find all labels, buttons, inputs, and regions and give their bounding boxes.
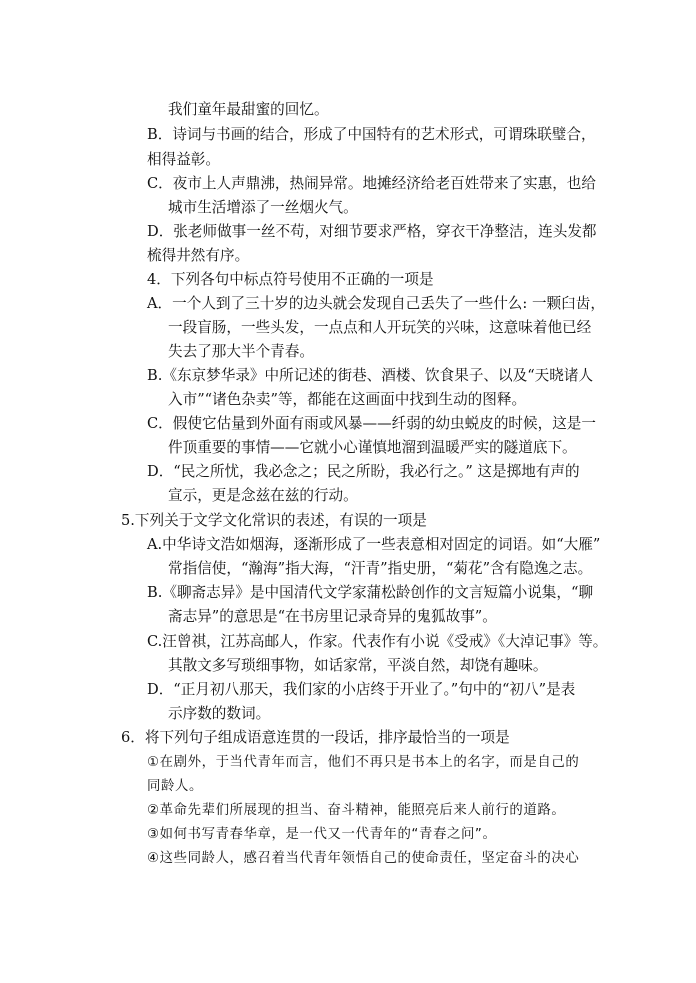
q3-option-c-continuation: 城市生活增添了一丝烟火气。: [168, 199, 358, 216]
q3-option-c: C．夜市上人声鼎沸，热闹异常。地摊经济给老百姓带来了实惠，也给: [147, 175, 596, 192]
q5-option-d: D．“正月初八那天，我们家的小店终于开业了。”句中的“初八”是表: [147, 681, 576, 698]
q5-stem: 5.下列关于文学文化常识的表述，有误的一项是: [121, 512, 427, 529]
q5-option-d-line2: 示序数的数词。: [168, 705, 271, 722]
q3-option-b: B．诗词与书画的结合，形成了中国特有的艺术形式，可谓珠联璧合，: [147, 126, 596, 143]
q5-option-a: A.中华诗文浩如烟海，逐渐形成了一些表意相对固定的词语。如“大雁”: [147, 536, 601, 553]
q5-option-b-line2: 斋志异”的意思是“在书房里记录奇异的鬼狐故事”。: [168, 608, 497, 625]
q3-option-d-continuation: 梳得井然有序。: [147, 247, 250, 264]
q6-sentence-1-line2: 同龄人。: [147, 779, 203, 794]
q4-option-b-line2: 入市”“诸色杂卖”等，都能在这画面中找到生动的图释。: [168, 391, 527, 408]
q3-option-a-continuation: 我们童年最甜蜜的回忆。: [168, 101, 329, 118]
q4-option-b: B.《东京梦华录》中所记述的街巷、酒楼、饮食果子、以及“天晓诸人: [147, 367, 594, 384]
q3-option-b-continuation: 相得益彰。: [147, 151, 220, 168]
q5-option-a-line2: 常指信使，“瀚海”指大海，“汗青”指史册，“菊花”含有隐逸之志。: [168, 560, 593, 577]
q4-option-c: C．假使它估量到外面有雨或风暴——纤弱的幼虫蜕皮的时候，这是一: [147, 415, 596, 432]
q4-option-c-line2: 件顶重要的事情——它就小心谨慎地溜到温暖严实的隧道底下。: [168, 439, 577, 456]
q6-stem: 6．将下列句子组成语意连贯的一段话，排序最恰当的一项是: [121, 729, 510, 746]
q6-sentence-1: ①在剧外，于当代青年而言，他们不再只是书本上的名字，而是自己的: [147, 755, 580, 770]
q4-option-d: D．“民之所忧，我必念之；民之所盼，我必行之。” 这是掷地有声的: [147, 463, 580, 480]
q6-sentence-2: ②革命先辈们所展现的担当、奋斗精神，能照亮后来人前行的道路。: [147, 803, 566, 818]
q5-option-b: B.《聊斋志异》是中国清代文学家蒲松龄创作的文言短篇小说集，“聊: [147, 584, 594, 601]
q5-option-c-line2: 其散文多写琐细事物，如话家常，平淡自然，却饶有趣味。: [168, 657, 548, 674]
q3-option-d: D．张老师做事一丝不苟，对细节要求严格，穿衣干净整洁，连头发都: [147, 223, 597, 240]
q4-option-a-line2: 一段盲肠，一些头发，一点点和人开玩笑的兴味，这意味着他已经: [168, 319, 592, 336]
q4-stem: 4．下列各句中标点符号使用不正确的一项是: [147, 271, 434, 288]
q4-option-d-line2: 宣示，更是念兹在兹的行动。: [168, 487, 358, 504]
q6-sentence-3: ③如何书写青春华章，是一代又一代青年的“青春之问”。: [147, 827, 497, 842]
q4-option-a: A．一个人到了三十岁的边头就会发现自己丢失了一些什么: 一颗臼齿，: [147, 295, 605, 312]
q6-sentence-4: ④这些同龄人，感召着当代青年领悟自己的使命责任，坚定奋斗的决心: [147, 851, 580, 866]
q4-option-a-line3: 失去了那大半个青春。: [168, 343, 314, 360]
q5-option-c: C.汪曾祺，江苏高邮人，作家。代表作有小说《受戒》《大淖记事》等。: [147, 633, 608, 650]
